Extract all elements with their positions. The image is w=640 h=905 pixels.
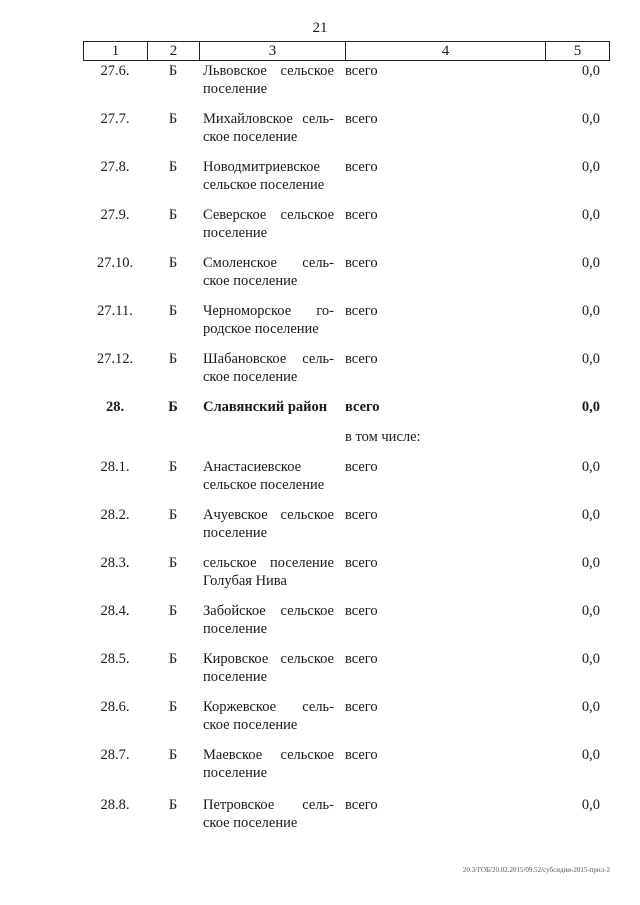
row-number: 28.4.: [100, 603, 130, 619]
row-category: Б: [168, 159, 178, 175]
row-name-line2: сельское поселение: [203, 177, 325, 193]
row-name-line2: поселение: [203, 81, 268, 97]
row-type: всего: [345, 207, 378, 223]
row-value: 0,0: [581, 255, 600, 271]
row-type: всего: [345, 555, 378, 571]
row-name-line2: поселение: [203, 621, 268, 637]
column-header-5: 5: [546, 42, 610, 61]
row-type: всего: [345, 507, 378, 523]
row-type: всего: [345, 303, 378, 319]
row-name-line1: Львовское сельское: [203, 63, 334, 79]
row-category: Б: [168, 699, 178, 715]
row-name-line2: поселение: [203, 525, 268, 541]
row-name-line1: Смоленское сель-: [203, 255, 334, 271]
row-value: 0,0: [581, 555, 600, 571]
row-name-line2: поселение: [203, 669, 268, 685]
row-category: Б: [168, 797, 178, 813]
row-number: 28.6.: [100, 699, 130, 715]
row-value: 0,0: [581, 111, 600, 127]
column-header-2: 2: [148, 42, 200, 61]
row-name-line2: поселение: [203, 225, 268, 241]
row-type: всего: [345, 699, 378, 715]
row-value: 0,0: [581, 747, 600, 763]
row-category: Б: [168, 459, 178, 475]
row-name-line2: сельское поселение: [203, 477, 325, 493]
row-category: Б: [168, 207, 178, 223]
row-number: 27.7.: [100, 111, 130, 127]
row-number: 27.12.: [96, 351, 134, 367]
row-category: Б: [168, 63, 178, 79]
row-value: 0,0: [581, 399, 600, 415]
row-name-line1: Петровское сель-: [203, 797, 334, 813]
row-category: Б: [168, 303, 178, 319]
row-value: 0,0: [581, 603, 600, 619]
row-name-line2: ское поселение: [203, 369, 298, 385]
row-name-line2: ское поселение: [203, 129, 298, 145]
row-name: [203, 158, 334, 194]
row-name-line1: Михайловское сель-: [203, 111, 334, 127]
row-category: Б: [168, 111, 178, 127]
row-number: 28.8.: [100, 797, 130, 813]
row-name-line1: Новодмитриевское: [203, 159, 320, 175]
row-name-line1: Черноморское го-: [203, 303, 334, 319]
row-category: Б: [168, 255, 178, 271]
row-type: всего: [345, 255, 378, 271]
row-value: 0,0: [581, 507, 600, 523]
row-name-line1: Ачуевское сельское: [203, 507, 334, 523]
row-category: Б: [168, 603, 178, 619]
row-type: всего: [345, 351, 378, 367]
row-type: всего: [345, 797, 378, 813]
row-type: всего: [345, 459, 378, 475]
row-number: 27.6.: [100, 63, 130, 79]
row-number: 28.2.: [100, 507, 130, 523]
row-name-line2: ское поселение: [203, 717, 298, 733]
row-number: 27.9.: [100, 207, 130, 223]
row-category: Б: [168, 351, 178, 367]
row-including-label: в том числе:: [345, 429, 421, 445]
row-value: 0,0: [581, 303, 600, 319]
row-number: 27.10.: [96, 255, 134, 271]
row-name-line1: Северское сельское: [203, 207, 334, 223]
row-type: всего: [345, 399, 380, 415]
row-category: Б: [168, 399, 178, 415]
row-name-line1: Анастасиевское: [203, 459, 302, 475]
row-name: [203, 602, 334, 638]
row-type: всего: [345, 651, 378, 667]
column-header-4: 4: [346, 42, 546, 61]
row-name: [203, 206, 334, 242]
row-name-line2: поселение: [203, 765, 268, 781]
row-name: [203, 62, 334, 98]
row-type: всего: [345, 747, 378, 763]
row-value: 0,0: [581, 351, 600, 367]
row-name: [203, 506, 334, 542]
row-name: [203, 398, 334, 416]
row-name: [203, 302, 334, 338]
row-name-line2: родское поселение: [203, 321, 319, 337]
row-number: 28.5.: [100, 651, 130, 667]
column-header-1: 1: [84, 42, 148, 61]
row-name: [203, 254, 334, 290]
column-header-3: 3: [200, 42, 346, 61]
row-category: Б: [168, 651, 178, 667]
row-category: Б: [168, 507, 178, 523]
row-value: 0,0: [581, 159, 600, 175]
row-category: Б: [168, 555, 178, 571]
page-number: 21: [312, 20, 328, 36]
row-name: [203, 650, 334, 686]
row-name-line1: сельское поселение: [203, 555, 334, 571]
row-name: [203, 746, 334, 782]
row-name-line1: Шабановское сель-: [203, 351, 334, 367]
row-number: 28.3.: [100, 555, 130, 571]
column-header-table: [83, 41, 610, 61]
row-category: Б: [168, 747, 178, 763]
row-number: 28.: [105, 399, 125, 415]
row-name-line1: Коржевское сель-: [203, 699, 334, 715]
row-number: 28.7.: [100, 747, 130, 763]
row-value: 0,0: [581, 207, 600, 223]
row-number: 28.1.: [100, 459, 130, 475]
row-value: 0,0: [581, 651, 600, 667]
row-name: [203, 554, 334, 590]
row-name-line1: Забойское сельское: [203, 603, 334, 619]
row-type: всего: [345, 63, 378, 79]
row-name-line1: Славянский район: [203, 399, 328, 415]
row-name-line1: Маевское сельское: [203, 747, 334, 763]
row-name: [203, 458, 334, 494]
row-value: 0,0: [581, 63, 600, 79]
row-number: 27.8.: [100, 159, 130, 175]
row-name-line2: ское поселение: [203, 273, 298, 289]
row-name: [203, 110, 334, 146]
row-number: 27.11.: [97, 303, 133, 319]
row-value: 0,0: [581, 699, 600, 715]
row-type: всего: [345, 159, 378, 175]
row-name-line1: Кировское сельское: [203, 651, 334, 667]
row-value: 0,0: [581, 459, 600, 475]
row-name: [203, 698, 334, 734]
row-name-line2: Голубая Нива: [203, 573, 287, 589]
document-footer-code: 20.3/ГОБ/20.02.2015/09.52/субсидии-2015-прил-2: [462, 866, 610, 874]
row-value: 0,0: [581, 797, 600, 813]
row-type: всего: [345, 603, 378, 619]
row-name: [203, 350, 334, 386]
row-name-line2: ское поселение: [203, 815, 298, 831]
row-type: всего: [345, 111, 378, 127]
row-name: [203, 796, 334, 832]
